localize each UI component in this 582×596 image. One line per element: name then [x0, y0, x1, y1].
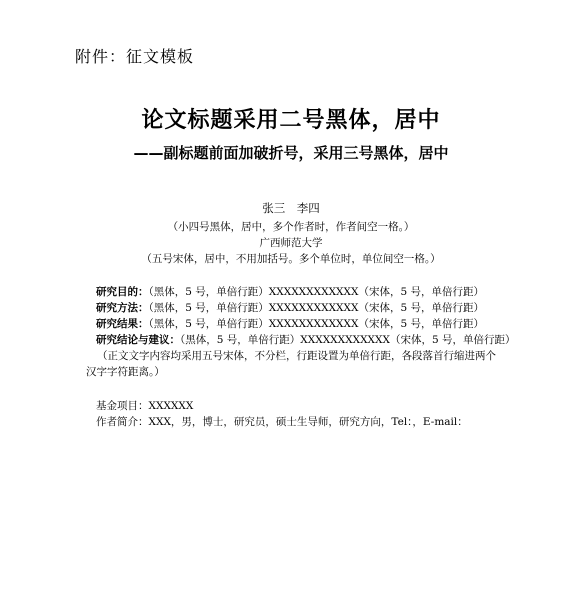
- author-names: 张三 李四: [262, 201, 320, 215]
- section-text: （黑体，5 号，单倍行距）XXXXXXXXXXXX（宋体，5 号，单倍行距）: [180, 334, 516, 346]
- section-text: （黑体，5 号，单倍行距）XXXXXXXXXXXX（宋体，5 号，单倍行距）: [148, 318, 484, 330]
- section-text: （黑体，5 号，单倍行距）XXXXXXXXXXXX（宋体，5 号，单倍行距）: [148, 286, 484, 298]
- section-label: 研究结论与建议：: [96, 334, 180, 346]
- body-format-note: [86, 348, 516, 380]
- affiliation-format-note: （五号宋体，居中，不用加括号。多个单位时，单位间空一格。）: [141, 253, 441, 265]
- section-label: 研究方法：: [96, 302, 149, 314]
- paper-title: 论文标题采用二号黑体，居中: [141, 108, 441, 133]
- section-text: （黑体，5 号，单倍行距）XXXXXXXXXXXX（宋体，5 号，单倍行距）: [148, 302, 484, 314]
- body-note-line: 汉字字符距离。）: [86, 366, 165, 378]
- author-format-note: （小四号黑体，居中，多个作者时，作者间空一格。）: [167, 221, 415, 233]
- section-label: 研究目的：: [96, 286, 149, 298]
- section-research-method: [96, 300, 526, 315]
- paper-subtitle: ——副标题前面加破折号，采用三号黑体，居中: [133, 144, 449, 162]
- body-note-line: （正文文字内容均采用五号宋体，不分栏，行距设置为单倍行距，各段落首行缩进两个: [97, 350, 496, 362]
- attachment-label: 附件：征文模板: [75, 47, 195, 66]
- section-label: 研究结果：: [96, 318, 149, 330]
- section-research-result: [96, 316, 526, 331]
- section-research-conclusion: [96, 332, 526, 347]
- section-research-purpose: [96, 284, 526, 299]
- affiliation: 广西师范大学: [259, 237, 323, 249]
- author-bio: 作者简介：XXX，男，博士，研究员，硕士生导师，研究方向，Tel：，E-mail：: [96, 416, 468, 428]
- fund-project: 基金项目：XXXXXX: [96, 400, 194, 412]
